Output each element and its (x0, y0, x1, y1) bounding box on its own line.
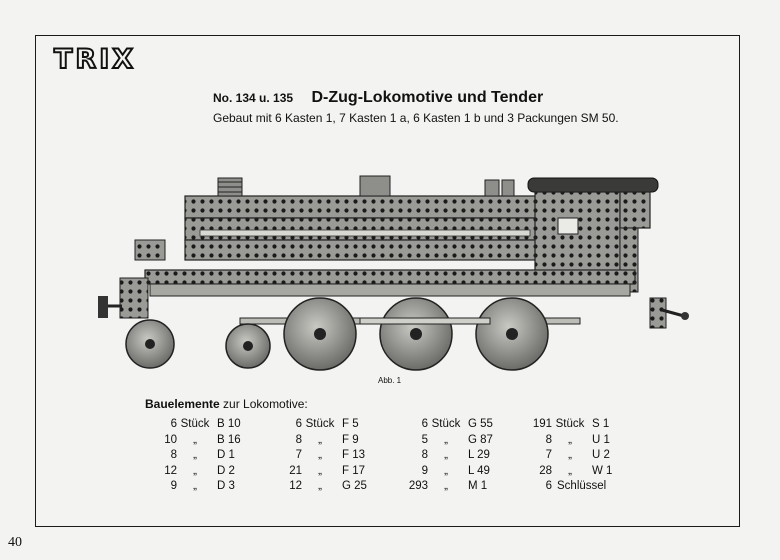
part-qty: 9 (170, 480, 177, 492)
part-code: F 9 (342, 433, 359, 446)
part-qty: 7 (295, 449, 302, 461)
parts-row (398, 479, 493, 495)
part-qty: 28 (539, 464, 552, 477)
part-qty: 5 (421, 433, 428, 446)
part-unit: „ (568, 449, 572, 461)
parts-row (150, 479, 241, 495)
build-requirements: Gebaut mit 6 Kasten 1, 7 Kasten 1 a, 6 Kasten 1 b und 3 Packungen SM 50. (213, 111, 619, 125)
parts-row (528, 417, 612, 433)
parts-row (398, 464, 493, 480)
parts-row (398, 417, 493, 433)
part-code: F 5 (342, 418, 359, 430)
part-unit: „ (568, 433, 572, 446)
model-name: D-Zug-Lokomotive und Tender (311, 89, 544, 106)
parts-row (150, 417, 241, 433)
part-code: M 1 (468, 480, 488, 492)
part-unit: „ (444, 464, 448, 477)
parts-row (528, 433, 612, 449)
figure-caption: Abb. 1 (378, 376, 402, 385)
part-code: L 49 (468, 464, 490, 477)
part-code: G 55 (468, 418, 493, 430)
part-code: L 29 (468, 449, 490, 461)
parts-column-4 (528, 417, 612, 495)
part-unit: Schlüssel (557, 480, 607, 492)
parts-row (528, 479, 612, 495)
part-unit: „ (444, 480, 448, 492)
part-qty: 8 (545, 433, 552, 446)
part-unit: Stück (180, 418, 210, 430)
parts-row (280, 479, 367, 495)
part-qty: 9 (421, 464, 428, 477)
parts-column-2 (280, 417, 367, 495)
locomotive-photo (90, 170, 690, 372)
part-unit: „ (568, 464, 572, 477)
part-qty: 8 (170, 449, 177, 461)
part-code: G 25 (342, 480, 367, 492)
part-unit: „ (318, 480, 322, 492)
model-number: No. 134 u. 135 (213, 91, 294, 105)
part-unit: Stück (431, 418, 461, 430)
part-code: D 3 (217, 480, 235, 492)
part-qty: 8 (295, 433, 302, 446)
part-qty: 8 (421, 449, 428, 461)
parts-heading-rest: zur Lokomotive: (219, 397, 308, 411)
part-code: F 17 (342, 464, 366, 477)
part-qty: 6 (545, 480, 552, 492)
parts-row (280, 433, 367, 449)
part-unit: Stück (305, 418, 335, 430)
part-unit: „ (193, 480, 197, 492)
part-unit: „ (318, 464, 322, 477)
part-qty: 7 (545, 449, 552, 461)
part-unit: „ (193, 464, 197, 477)
part-code: F 13 (342, 449, 366, 461)
parts-row (280, 417, 367, 433)
part-code: S 1 (592, 418, 610, 430)
part-qty: 12 (164, 464, 177, 477)
part-qty: 191 (532, 418, 552, 430)
part-unit: „ (193, 449, 197, 461)
part-code: D 2 (217, 464, 235, 477)
page-title (213, 89, 543, 107)
parts-row (150, 464, 241, 480)
part-unit: „ (318, 449, 322, 461)
parts-row (150, 433, 241, 449)
parts-column-3 (398, 417, 493, 495)
part-unit: Stück (555, 418, 585, 430)
part-qty: 6 (295, 418, 302, 430)
part-qty: 12 (289, 480, 302, 492)
parts-row (528, 464, 612, 480)
part-code: W 1 (592, 464, 613, 477)
page-number: 40 (8, 535, 22, 550)
parts-heading (145, 397, 308, 411)
parts-row (280, 464, 367, 480)
part-code: U 2 (592, 449, 610, 461)
parts-row (280, 448, 367, 464)
part-qty: 10 (164, 433, 177, 446)
part-code: D 1 (217, 449, 235, 461)
part-code: B 10 (217, 418, 241, 430)
part-code: B 16 (217, 433, 241, 446)
parts-row (398, 433, 493, 449)
part-code: U 1 (592, 433, 610, 446)
parts-row (150, 448, 241, 464)
part-unit: „ (193, 433, 197, 446)
trix-logo: TRIX (54, 44, 137, 75)
part-qty: 21 (289, 464, 302, 477)
parts-row (398, 448, 493, 464)
part-qty: 6 (170, 418, 177, 430)
part-qty: 293 (408, 480, 428, 492)
part-unit: „ (444, 433, 448, 446)
parts-row (528, 448, 612, 464)
part-unit: „ (444, 449, 448, 461)
part-unit: „ (318, 433, 322, 446)
parts-column-1 (150, 417, 241, 495)
part-code: G 87 (468, 433, 493, 446)
part-qty: 6 (421, 418, 428, 430)
parts-heading-bold: Bauelemente (145, 397, 220, 411)
